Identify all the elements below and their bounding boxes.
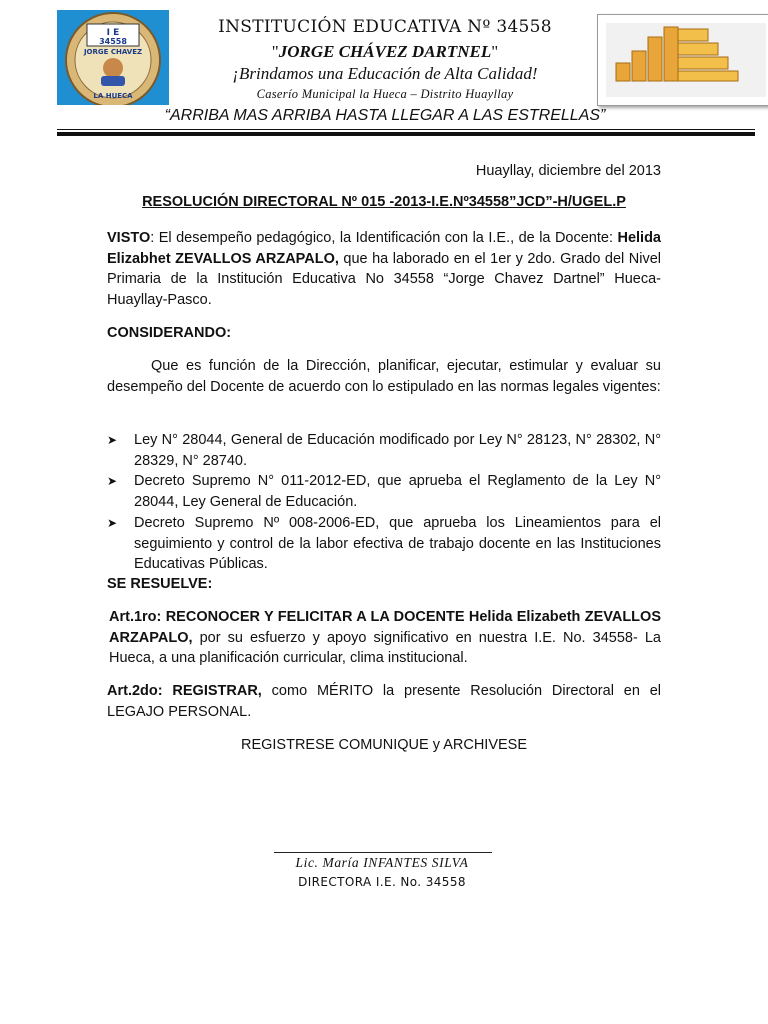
school-name-text: JORGE CHÁVEZ DARTNEL xyxy=(278,42,492,61)
signature-line xyxy=(274,852,492,853)
logo-badge-top: I E xyxy=(106,28,120,38)
logo-badge-name: JORGE CHAVEZ xyxy=(83,48,143,56)
school-location: Caserío Municipal la Hueca – Distrito Huayllay xyxy=(256,87,514,101)
right-arrowhead-icon: ➤ xyxy=(107,474,118,489)
resolution-title: RESOLUCIÓN DIRECTORAL Nº 015 -2013-I.E.Nº34558”JCD”-H/UGEL.P xyxy=(142,194,626,210)
signatory-role: DIRECTORA I.E. No. 34558 xyxy=(298,875,466,889)
article-1-label: Art.1ro: RECONOCER Y FELICITAR A LA DOCENTE Helida Elizabeth ZEVALLOS ARZAPALO, xyxy=(109,609,661,646)
signatory-name: Lic. María INFANTES SILVA xyxy=(295,855,469,870)
article-2-label: Art.2do: REGISTRAR, xyxy=(107,683,262,699)
article-1: Art.1ro: RECONOCER Y FELICITAR A LA DOCENTE Helida Elizabeth ZEVALLOS ARZAPALO, por su esfuerzo y apoyo significativo en nuestra I.E. No. 34558- La Hueca, a una planificación curricular, clima institucional. xyxy=(109,609,661,667)
docente-name: Helida Elizabhet ZEVALLOS ARZAPALO, xyxy=(107,230,661,267)
list-item: ➤ Ley N° 28044, General de Educación modificado por Ley N° 28123, N° 28302, N° 28329, N° 28740. xyxy=(107,432,661,469)
article-2: Art.2do: REGISTRAR, como MÉRITO la presente Resolución Directoral en el LEGAJO PERSONAL. xyxy=(107,683,662,720)
visto-label: VISTO xyxy=(107,230,151,246)
se-resuelve-heading: SE RESUELVE: xyxy=(107,576,213,592)
closing-line: REGISTRESE COMUNIQUE y ARCHIVESE xyxy=(240,737,528,753)
considerando-paragraph: Que es función de la Dirección, planificar, ejecutar, estimular y evaluar su desempeño del Docente de acuerdo con lo estipulado en las normas legales vigentes: xyxy=(107,358,661,395)
logo-badge-bottom: LA HUECA xyxy=(93,92,133,100)
list-item: ➤ Decreto Supremo N° 011-2012-ED, que aprueba el Reglamento de la Ley N° 28044, Ley General de Educación. xyxy=(107,473,661,511)
right-arrowhead-icon: ➤ xyxy=(107,433,118,447)
school-name: "JORGE CHÁVEZ DARTNEL" xyxy=(271,42,499,61)
school-motto: “ARRIBA MAS ARRIBA HASTA LLEGAR A LAS ESTRELLAS” xyxy=(164,107,606,124)
logo-badge-number: 34558 xyxy=(99,37,127,46)
visto-paragraph: VISTO: El desempeño pedagógico, la Identificación con la I.E., de la Docente: Helida Elizabhet ZEVALLOS ARZAPALO, que ha laborado en el 1er y 2do. Grado del Nivel Primaria de la Institución Educativa No 34558 “Jorge Chavez Dartnel” Hueca-Huayllay-Pasco. xyxy=(107,230,661,309)
legal-basis-list xyxy=(107,430,661,575)
school-logo xyxy=(57,10,169,105)
date-line: Huayllay, diciembre del 2013 xyxy=(475,163,661,179)
list-item: ➤ Decreto Supremo Nº 008-2006-ED, que aprueba los Lineamientos para el seguimiento y control de la labor efectiva de trabajo docente en las Instituciones Educativas Públicas. xyxy=(107,514,661,573)
header-divider-thin xyxy=(57,129,755,130)
bars-logo xyxy=(597,14,768,106)
considerando-heading: CONSIDERANDO: xyxy=(107,325,232,341)
header-divider-thick xyxy=(57,132,755,136)
institution-name: INSTITUCIÓN EDUCATIVA Nº 34558 xyxy=(218,17,552,37)
right-arrowhead-icon: ➤ xyxy=(107,515,118,530)
school-slogan: ¡Brindamos una Educación de Alta Calidad! xyxy=(232,64,538,83)
